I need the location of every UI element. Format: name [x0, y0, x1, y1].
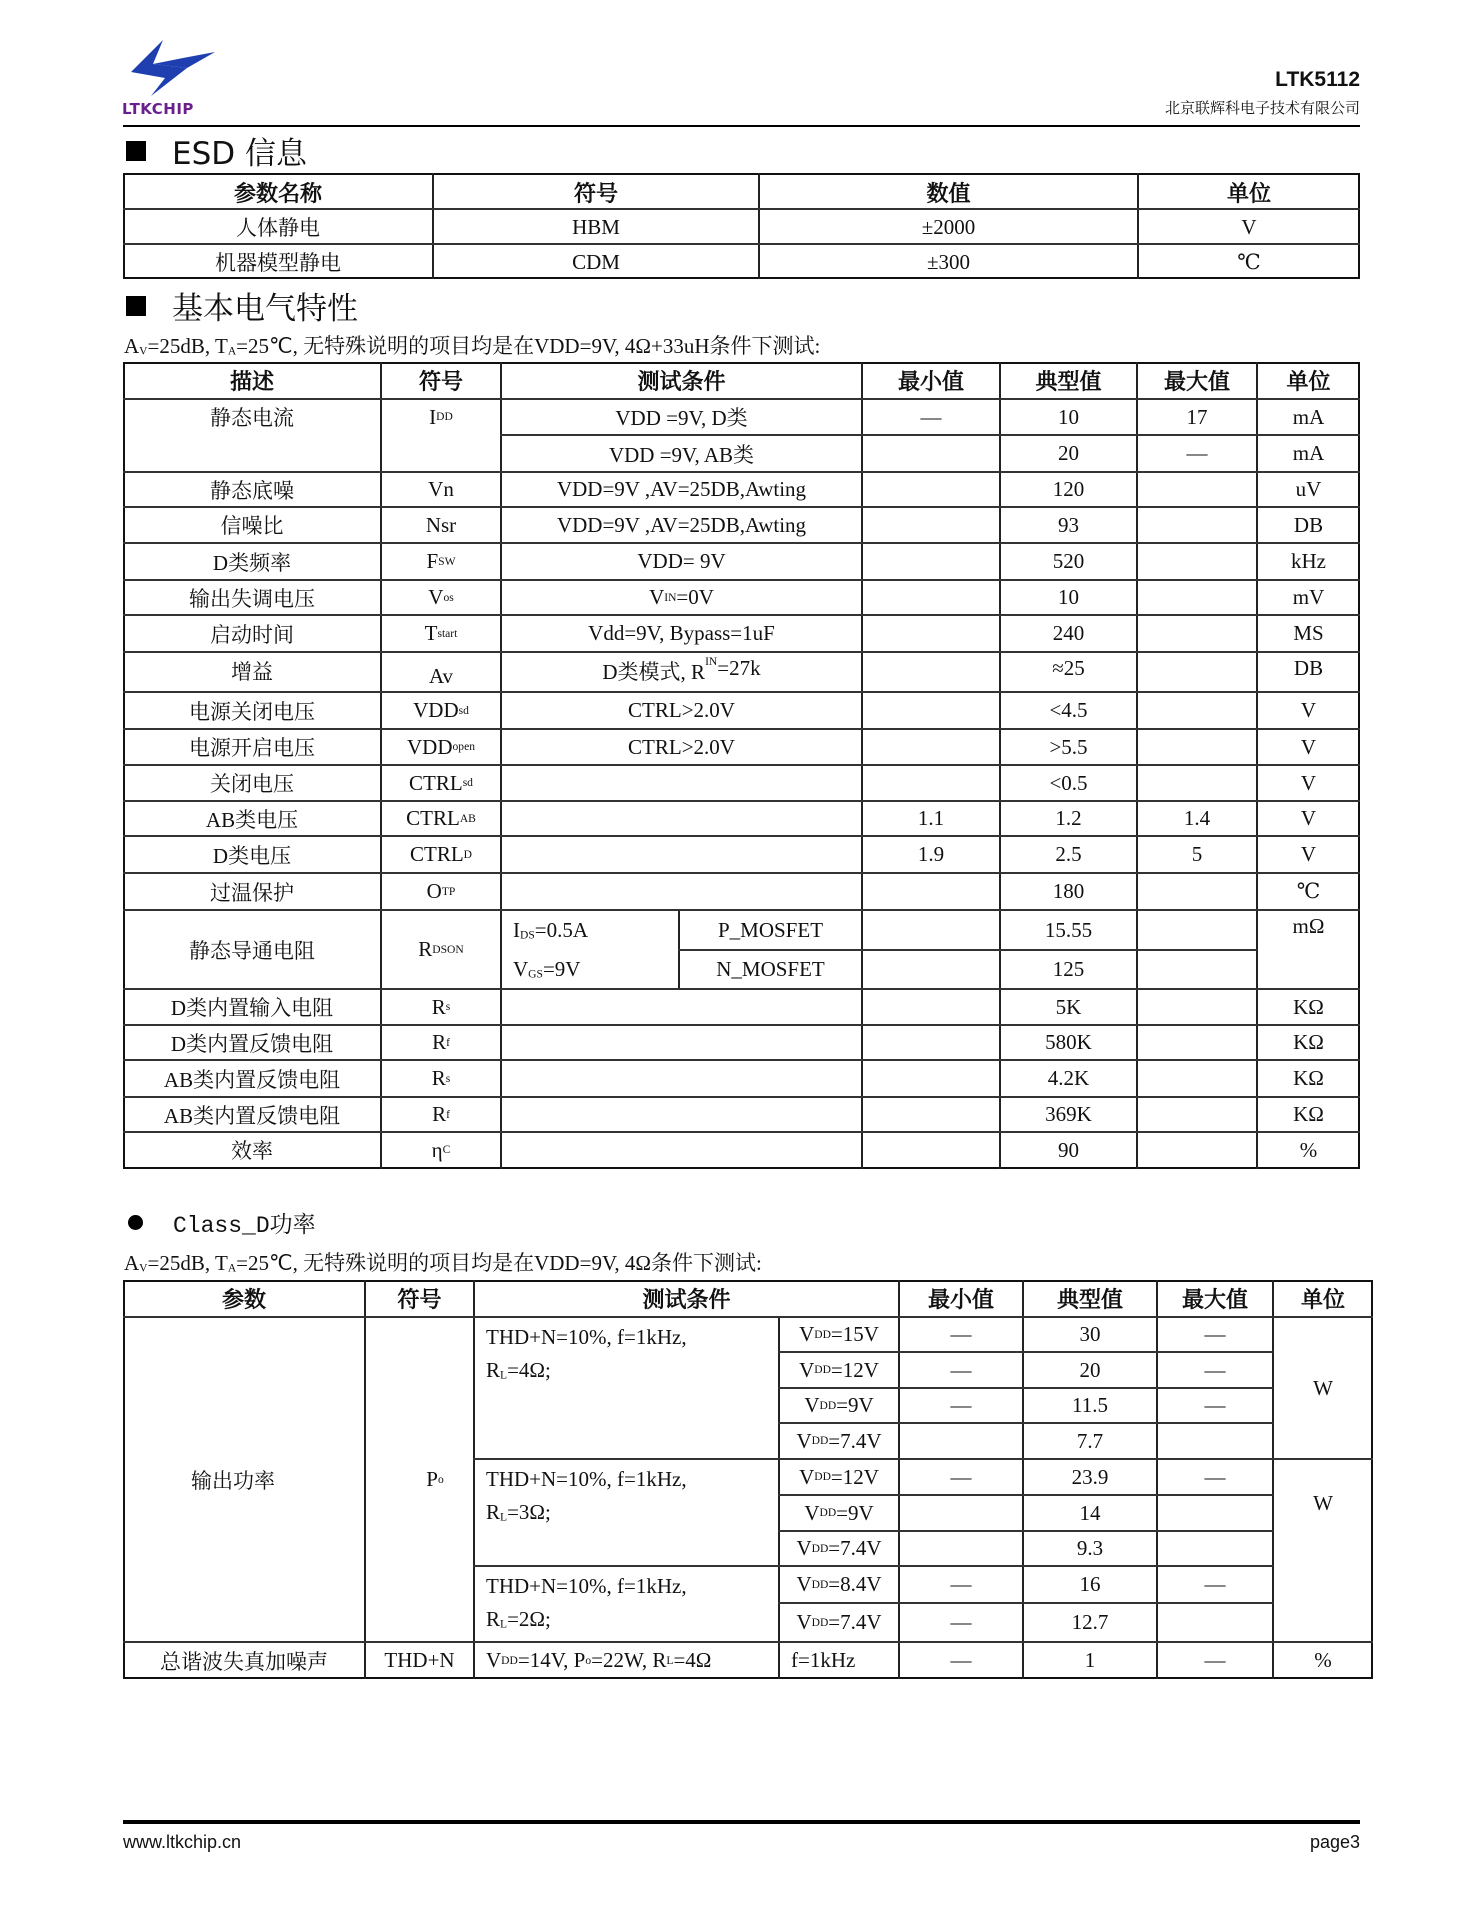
cd-max: —	[1204, 1464, 1226, 1489]
footer-page-number: page3	[1309, 1832, 1360, 1852]
cd-vdd: V DD =7.4V	[796, 1610, 882, 1634]
row-condition: CTRL>2.0V	[628, 698, 735, 722]
row-max: 17	[1186, 404, 1208, 429]
cd-min: —	[950, 1464, 972, 1489]
row-symbol: Av	[428, 663, 454, 688]
cd-min: —	[950, 1322, 972, 1346]
row-typ: 180	[1052, 879, 1085, 903]
row-typ: <4.5	[1049, 698, 1088, 722]
cd-typ: 23.9	[1071, 1464, 1109, 1489]
cd-typ: 16	[1079, 1572, 1101, 1596]
cd-param-output-power: 输出功率	[191, 1468, 275, 1493]
cd-vdd: V DD =7.4V	[796, 1428, 882, 1453]
cd-vdd: V DD =9V	[804, 1500, 874, 1525]
row-condition-p-mosfet: P_MOSFET	[717, 917, 824, 942]
row-unit: DB	[1293, 656, 1324, 680]
row-desc: 输出失调电压	[189, 586, 315, 611]
electrical-test-conditions: $A_V=25dB$, $T_A=25℃$, 无特殊说明的项目均是在VDD=9V, 4Ω+33uH条件下测试:	[124, 334, 821, 358]
cd-vdd: V DD =8.4V	[796, 1572, 882, 1596]
row-typ: ≈25	[1052, 656, 1085, 680]
cd-unit: %	[1314, 1648, 1332, 1672]
row-desc: 静态电流	[210, 406, 294, 430]
row-min: 1.9	[917, 842, 945, 866]
cd-min: —	[950, 1393, 972, 1417]
cd-max: —	[1204, 1648, 1226, 1672]
cd-typ: 30	[1079, 1322, 1101, 1346]
row-desc: 静态导通电阻	[189, 938, 315, 963]
cd-typ: 9.3	[1076, 1536, 1104, 1560]
row-desc: D类内置反馈电阻	[170, 1031, 334, 1056]
cd-condition-group: THD+N=10%, f=1kHz, $R_L=4\Omega$;	[486, 1325, 687, 1382]
cd-col-condition: 测试条件	[642, 1288, 731, 1313]
row-unit: KΩ	[1293, 1102, 1324, 1126]
row-desc: D类电压	[212, 843, 292, 868]
esd-cell: ℃	[1237, 249, 1261, 274]
row-typ: >5.5	[1049, 734, 1088, 759]
row-unit: mV	[1292, 585, 1325, 609]
row-unit: KΩ	[1293, 994, 1324, 1019]
row-max: —	[1186, 441, 1208, 465]
row-desc: AB类内置反馈电阻	[163, 1103, 341, 1128]
row-typ: 369K	[1045, 1102, 1092, 1126]
cd-unit: W	[1313, 1375, 1333, 1400]
cd-min: —	[950, 1648, 972, 1672]
row-desc: 关闭电压	[210, 772, 294, 796]
row-symbol: Nsr	[425, 512, 457, 537]
cd-min: —	[950, 1357, 972, 1382]
esd-section-title: ESD 信息	[126, 128, 307, 173]
col-header-condition: 测试条件	[637, 370, 726, 395]
row-typ: 520	[1052, 549, 1085, 573]
row-unit: V	[1300, 734, 1317, 759]
row-typ: 240	[1052, 621, 1085, 645]
row-unit: DB	[1293, 512, 1324, 537]
row-typ: 90	[1058, 1137, 1079, 1162]
cd-col-unit: 单位	[1300, 1288, 1345, 1313]
cd-symbol-po: P o	[426, 1467, 444, 1491]
model-number: LTK5112	[1275, 68, 1360, 91]
row-desc: 电源关闭电压	[189, 699, 315, 724]
esd-cell: CDM	[572, 249, 620, 274]
row-symbol: V os	[428, 585, 454, 609]
row-unit: mA	[1292, 404, 1325, 429]
row-min: —	[920, 404, 942, 429]
cd-col-typ: 典型值	[1056, 1288, 1123, 1313]
esd-cell: 人体静电	[236, 216, 320, 240]
row-condition: CTRL>2.0V	[628, 734, 735, 759]
row-symbol: R f	[432, 1030, 450, 1054]
row-desc: 增益	[231, 660, 273, 684]
row-desc: AB类电压	[205, 807, 299, 832]
cd-vdd: V DD =9V	[804, 1393, 874, 1417]
square-bullet-icon	[126, 141, 146, 161]
row-condition-n-mosfet: N_MOSFET	[716, 957, 825, 981]
ltkchip-logo-icon	[123, 38, 228, 98]
row-symbol: R s	[431, 994, 451, 1019]
row-desc: 信噪比	[220, 514, 284, 538]
row-unit: kHz	[1291, 549, 1326, 573]
row-symbol: VDD open	[407, 734, 475, 759]
row-max: 5	[1191, 842, 1203, 866]
row-symbol: η C	[431, 1137, 451, 1162]
esd-col-unit: 单位	[1226, 181, 1271, 207]
row-typ: 2.5	[1055, 842, 1082, 866]
row-unit: KΩ	[1293, 1030, 1324, 1054]
col-header-typ: 典型值	[1035, 370, 1102, 395]
cd-typ: 14	[1079, 1500, 1101, 1525]
row-symbol: VDD sd	[413, 698, 469, 722]
row-unit: KΩ	[1293, 1066, 1324, 1090]
cd-col-param: 参数	[221, 1288, 266, 1313]
row-symbol: O TP	[426, 879, 456, 903]
row-typ: 20	[1058, 441, 1079, 465]
row-symbol: CTRL AB	[406, 806, 476, 830]
row-typ: 125	[1052, 957, 1085, 981]
cd-typ: 7.7	[1076, 1428, 1104, 1453]
cd-col-max: 最大值	[1181, 1288, 1248, 1313]
row-desc: D类内置输入电阻	[170, 996, 334, 1020]
cd-vdd: V DD =7.4V	[796, 1536, 882, 1560]
col-header-description: 描述	[229, 370, 274, 395]
row-desc: 过温保护	[210, 880, 294, 905]
row-typ: 5K	[1055, 994, 1082, 1019]
row-unit: ℃	[1296, 879, 1321, 903]
cd-col-symbol: 符号	[397, 1288, 442, 1313]
row-symbol: R DSON	[418, 937, 464, 961]
row-condition: Vdd=9V, Bypass=1uF	[588, 621, 775, 645]
row-unit: V	[1300, 770, 1317, 795]
row-symbol: T start	[424, 621, 458, 645]
esd-cell: V	[1241, 214, 1257, 239]
row-condition: VDD =9V, AB类	[608, 442, 755, 467]
row-typ: 1.2	[1055, 806, 1082, 830]
row-condition: D类模式, R IN =27k	[602, 656, 761, 684]
electrical-section-title: 基本电气特性	[126, 283, 358, 328]
cd-max: —	[1204, 1322, 1226, 1346]
esd-col-value: 数值	[926, 181, 971, 207]
row-desc: AB类内置反馈电阻	[163, 1067, 341, 1092]
cd-min: —	[950, 1610, 972, 1634]
cd-param-thd: 总谐波失真加噪声	[160, 1649, 328, 1674]
col-header-unit: 单位	[1286, 370, 1331, 395]
row-condition: VDD=9V ,AV=25DB,Awting	[556, 477, 807, 501]
cd-max: —	[1204, 1357, 1226, 1382]
col-header-max: 最大值	[1163, 370, 1230, 395]
esd-cell: ±2000	[921, 214, 976, 239]
class-d-test-conditions: $A_V=25dB$, $T_A=25℃$, 无特殊说明的项目均是在VDD=9V, 4Ω条件下测试:	[124, 1251, 762, 1275]
row-condition: V IN =0V	[649, 585, 714, 609]
cd-typ: 1	[1084, 1648, 1096, 1672]
cd-condition-thd-freq: f=1kHz	[791, 1648, 856, 1672]
row-symbol: R f	[432, 1102, 450, 1126]
row-unit: V	[1300, 842, 1317, 866]
esd-cell: ±300	[926, 249, 971, 274]
cd-col-min: 最小值	[927, 1288, 994, 1313]
cd-vdd: V DD =12V	[799, 1357, 879, 1382]
cd-vdd: V DD =12V	[799, 1464, 879, 1489]
row-typ: 10	[1058, 404, 1079, 429]
row-desc: 电源开启电压	[189, 736, 315, 760]
esd-cell: 机器模型静电	[215, 251, 341, 275]
cd-symbol-thd: THD+N	[384, 1648, 455, 1672]
cd-condition-thd: V DD =14V, P o =22W, R L =4Ω	[486, 1648, 712, 1672]
row-unit: MS	[1293, 621, 1324, 645]
col-header-symbol: 符号	[418, 370, 463, 395]
row-typ: 93	[1058, 512, 1079, 537]
row-condition: VDD=9V ,AV=25DB,Awting	[556, 512, 807, 537]
row-max: 1.4	[1183, 806, 1211, 830]
cd-typ: 11.5	[1072, 1393, 1108, 1417]
esd-col-symbol: 符号	[573, 181, 618, 207]
row-desc: 静态底噪	[210, 478, 294, 503]
cd-vdd: V DD =15V	[799, 1322, 879, 1346]
row-unit: V	[1300, 698, 1317, 722]
row-typ: 4.2K	[1047, 1066, 1090, 1090]
row-condition: VDD =9V, D类	[615, 406, 748, 430]
row-typ: <0.5	[1049, 770, 1088, 795]
row-condition: $I_{DS}=0.5A$ $V_{GS}=9V$	[513, 918, 589, 981]
row-symbol: I DD	[429, 404, 453, 429]
cd-unit: W	[1313, 1491, 1333, 1515]
cd-max: —	[1204, 1572, 1226, 1596]
cd-typ: 20	[1079, 1357, 1101, 1382]
row-symbol: F SW	[426, 549, 456, 573]
round-bullet-icon	[128, 1215, 143, 1230]
row-symbol: CTRL sd	[409, 770, 473, 795]
class-d-section-title: Class_D功率	[128, 1206, 316, 1239]
logo-text: LTKCHIP	[122, 100, 194, 118]
cd-max: —	[1204, 1393, 1226, 1417]
row-unit: uV	[1295, 477, 1322, 501]
row-unit: %	[1299, 1137, 1318, 1162]
esd-cell: HBM	[572, 214, 620, 239]
square-bullet-icon	[126, 296, 146, 316]
row-symbol: CTRL D	[409, 842, 472, 866]
row-symbol: R s	[431, 1066, 451, 1090]
cd-condition-group: THD+N=10%, f=1kHz, $R_L=3\Omega$;	[486, 1467, 687, 1524]
row-unit: mA	[1292, 441, 1325, 465]
cd-condition-group: THD+N=10%, f=1kHz, $R_L=2\Omega$;	[486, 1574, 687, 1631]
row-typ: 580K	[1045, 1030, 1092, 1054]
row-condition: VDD= 9V	[637, 549, 726, 573]
footer-divider	[123, 1820, 1360, 1824]
row-unit: mΩ	[1292, 914, 1325, 938]
row-typ: 120	[1052, 477, 1085, 501]
cd-typ: 12.7	[1071, 1610, 1109, 1634]
row-symbol: Vn	[428, 477, 454, 501]
cd-min: —	[950, 1572, 972, 1596]
row-desc: 启动时间	[210, 622, 294, 647]
esd-col-name: 参数名称	[233, 181, 322, 207]
row-typ: 15.55	[1044, 917, 1093, 942]
company-name: 北京联辉科电子技术有限公司	[1164, 99, 1360, 117]
row-desc: D类频率	[212, 550, 292, 575]
header-divider	[123, 125, 1360, 127]
footer-website-link[interactable]: www.ltkchip.cn	[123, 1832, 242, 1852]
row-unit: V	[1300, 806, 1317, 830]
row-desc: 效率	[231, 1139, 273, 1163]
row-typ: 10	[1058, 585, 1079, 609]
col-header-min: 最小值	[897, 370, 964, 395]
row-min: 1.1	[917, 806, 945, 830]
